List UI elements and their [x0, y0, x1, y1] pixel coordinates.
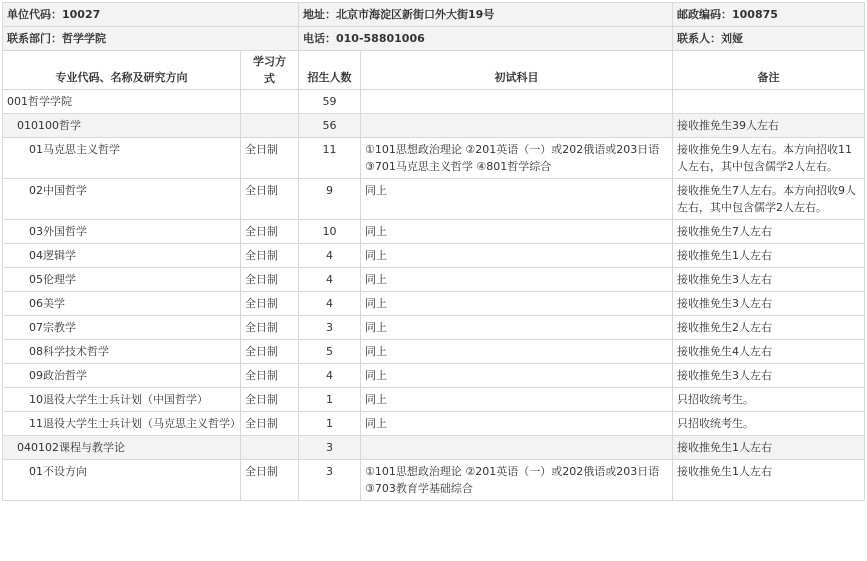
- row-subjects: [361, 90, 673, 114]
- table-row: [3, 179, 865, 220]
- row-subjects: 同上: [361, 316, 673, 340]
- row-mode: 全日制: [241, 292, 299, 316]
- row-notes: 接收推免生9人左右。本方向招收11人左右，其中包含儒学2人左右。: [673, 138, 865, 179]
- row-count: 56: [299, 114, 361, 138]
- row-subjects: 同上: [361, 388, 673, 412]
- postcode: 邮政编码：100875: [673, 3, 865, 27]
- row-notes: 接收推免生3人左右: [673, 292, 865, 316]
- header-row: [3, 51, 865, 90]
- row-count: 3: [299, 436, 361, 460]
- row-name: 11退役大学生士兵计划（马克思主义哲学）: [3, 412, 241, 436]
- row-subjects: 同上: [361, 412, 673, 436]
- row-count: 1: [299, 412, 361, 436]
- row-subjects: ①101思想政治理论 ②201英语（一）或202俄语或203日语 ③703教育学基础综合: [361, 460, 673, 501]
- row-subjects: [361, 114, 673, 138]
- row-subjects: 同上: [361, 179, 673, 220]
- row-count: 4: [299, 244, 361, 268]
- table-row: [3, 364, 865, 388]
- row-mode: [241, 436, 299, 460]
- table-row: [3, 316, 865, 340]
- row-subjects: [361, 436, 673, 460]
- row-notes: 接收推免生4人左右: [673, 340, 865, 364]
- table-row: [3, 292, 865, 316]
- row-notes: 接收推免生7人左右: [673, 220, 865, 244]
- row-notes: 接收推免生39人左右: [673, 114, 865, 138]
- row-subjects: 同上: [361, 340, 673, 364]
- table-row: [3, 412, 865, 436]
- row-name: 07宗教学: [3, 316, 241, 340]
- row-mode: 全日制: [241, 340, 299, 364]
- row-count: 3: [299, 316, 361, 340]
- row-name: 05伦理学: [3, 268, 241, 292]
- row-name: 01不设方向: [3, 460, 241, 501]
- row-subjects: 同上: [361, 292, 673, 316]
- row-mode: 全日制: [241, 179, 299, 220]
- row-name: 06美学: [3, 292, 241, 316]
- table-row: [3, 244, 865, 268]
- row-notes: 只招收统考生。: [673, 412, 865, 436]
- header-count: 招生人数: [299, 51, 361, 90]
- row-mode: 全日制: [241, 316, 299, 340]
- info-row-2: [3, 27, 865, 51]
- row-name: 04逻辑学: [3, 244, 241, 268]
- row-notes: 接收推免生3人左右: [673, 364, 865, 388]
- row-subjects: 同上: [361, 268, 673, 292]
- row-name: 10退役大学生士兵计划（中国哲学）: [3, 388, 241, 412]
- table-row: [3, 436, 865, 460]
- header-notes: 备注: [673, 51, 865, 90]
- table-row: [3, 268, 865, 292]
- row-notes: 接收推免生1人左右: [673, 460, 865, 501]
- row-mode: [241, 90, 299, 114]
- table-row: [3, 460, 865, 501]
- row-count: 5: [299, 340, 361, 364]
- department: 联系部门：哲学学院: [3, 27, 299, 51]
- row-name: 040102课程与教学论: [3, 436, 241, 460]
- row-name: 08科学技术哲学: [3, 340, 241, 364]
- row-count: 11: [299, 138, 361, 179]
- row-count: 4: [299, 268, 361, 292]
- enrollment-table: [2, 2, 865, 501]
- row-notes: 接收推免生1人左右: [673, 436, 865, 460]
- row-name: 01马克思主义哲学: [3, 138, 241, 179]
- table-row: [3, 220, 865, 244]
- row-subjects: ①101思想政治理论 ②201英语（一）或202俄语或203日语 ③701马克思主义哲学 ④801哲学综合: [361, 138, 673, 179]
- info-row-1: [3, 3, 865, 27]
- row-mode: 全日制: [241, 220, 299, 244]
- row-notes: 接收推免生1人左右: [673, 244, 865, 268]
- table-row: [3, 114, 865, 138]
- table-row: [3, 340, 865, 364]
- row-mode: [241, 114, 299, 138]
- row-name: 03外国哲学: [3, 220, 241, 244]
- header-major: 专业代码、名称及研究方向: [3, 51, 241, 90]
- row-notes: 接收推免生2人左右: [673, 316, 865, 340]
- row-notes: 接收推免生7人左右。本方向招收9人左右，其中包含儒学2人左右。: [673, 179, 865, 220]
- row-mode: 全日制: [241, 388, 299, 412]
- row-count: 59: [299, 90, 361, 114]
- row-mode: 全日制: [241, 244, 299, 268]
- row-mode: 全日制: [241, 460, 299, 501]
- row-mode: 全日制: [241, 364, 299, 388]
- row-mode: 全日制: [241, 412, 299, 436]
- row-notes: [673, 90, 865, 114]
- row-count: 4: [299, 292, 361, 316]
- row-mode: 全日制: [241, 138, 299, 179]
- row-count: 10: [299, 220, 361, 244]
- row-count: 3: [299, 460, 361, 501]
- row-notes: 接收推免生3人左右: [673, 268, 865, 292]
- row-name: 010100哲学: [3, 114, 241, 138]
- header-mode: 学习方式: [241, 51, 299, 90]
- row-name: 001哲学学院: [3, 90, 241, 114]
- unit-code: 单位代码：10027: [3, 3, 299, 27]
- contact: 联系人：刘娅: [673, 27, 865, 51]
- table-row: [3, 138, 865, 179]
- address: 地址：北京市海淀区新街口外大街19号: [299, 3, 673, 27]
- row-count: 4: [299, 364, 361, 388]
- row-count: 1: [299, 388, 361, 412]
- row-notes: 只招收统考生。: [673, 388, 865, 412]
- row-subjects: 同上: [361, 364, 673, 388]
- table-body: [3, 90, 865, 501]
- row-name: 02中国哲学: [3, 179, 241, 220]
- phone: 电话：010-58801006: [299, 27, 673, 51]
- row-mode: 全日制: [241, 268, 299, 292]
- table-row: [3, 388, 865, 412]
- row-subjects: 同上: [361, 220, 673, 244]
- row-name: 09政治哲学: [3, 364, 241, 388]
- row-subjects: 同上: [361, 244, 673, 268]
- table-row: [3, 90, 865, 114]
- header-subjects: 初试科目: [361, 51, 673, 90]
- row-count: 9: [299, 179, 361, 220]
